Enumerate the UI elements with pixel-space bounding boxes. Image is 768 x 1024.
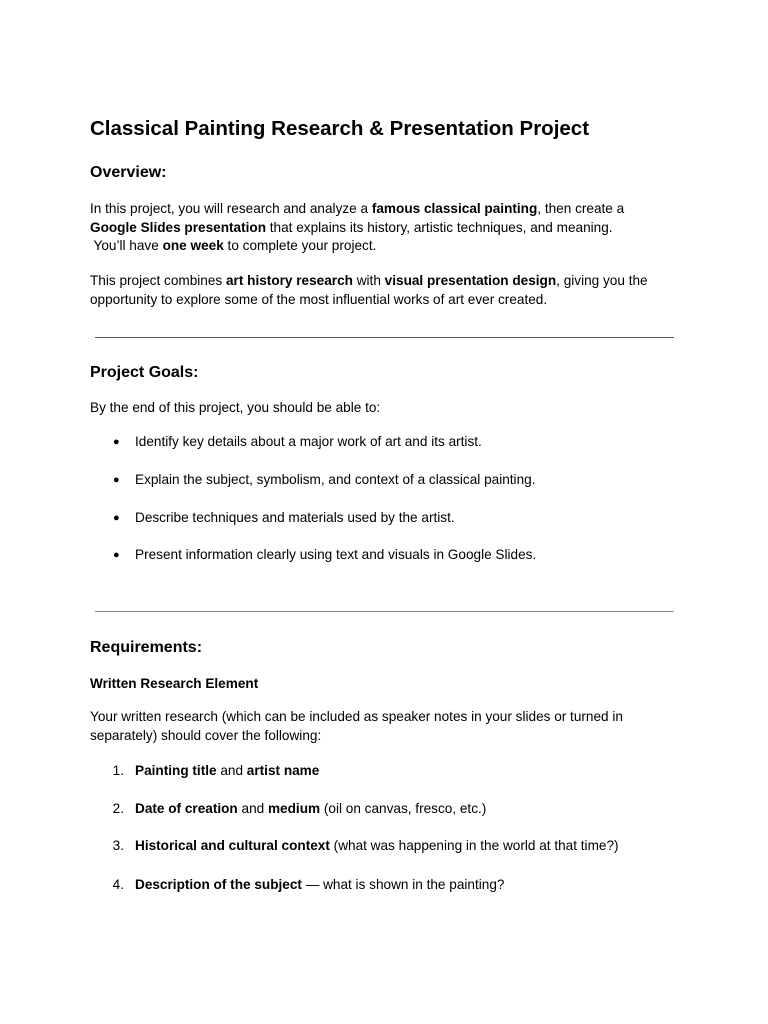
text-run-bold: art history research <box>226 273 353 288</box>
text-run-bold: Description of the subject <box>135 877 302 892</box>
overview-p1-line-1 <box>90 200 690 219</box>
text-run-bold: famous classical painting <box>371 201 538 216</box>
list-number: 4. <box>112 877 124 892</box>
overview-p2-line-1 <box>90 272 690 291</box>
requirement-text <box>135 800 486 818</box>
text-run: and <box>216 763 247 778</box>
text-run: , giving you the <box>556 273 648 288</box>
overview-p1-line-3 <box>90 237 690 256</box>
list-number: 3. <box>112 838 124 853</box>
bullet-icon: ● <box>113 512 120 524</box>
text-run: This project combines <box>90 273 226 288</box>
bullet-icon: ● <box>113 436 120 448</box>
text-run: (oil on canvas, fresco, etc.) <box>320 801 487 816</box>
horizontal-divider <box>95 611 674 612</box>
goal-text: Identify key details about a major work of art and its artist. <box>135 434 482 449</box>
bullet-icon: ● <box>113 549 120 561</box>
project-goals-heading: Project Goals: <box>90 364 199 381</box>
overview-paragraph-2 <box>90 272 690 309</box>
requirement-text <box>135 876 504 894</box>
requirement-text <box>135 837 619 855</box>
text-run-bold: visual presentation design <box>384 273 557 288</box>
requirements-intro-line-2: separately) should cover the following: <box>90 727 322 743</box>
text-run: — what is shown in the painting? <box>301 877 505 892</box>
text-run: You’ll have <box>90 238 163 253</box>
horizontal-divider <box>95 337 674 338</box>
text-run: with <box>352 273 385 288</box>
goal-text: Describe techniques and materials used by the artist. <box>135 510 455 525</box>
goals-intro: By the end of this project, you should be able to: <box>90 400 381 415</box>
text-run-bold: Painting title <box>135 763 217 778</box>
requirements-intro-line-1: Your written research (which can be included as speaker notes in your slides or turned in <box>90 709 623 724</box>
written-research-subheading: Written Research Element <box>90 676 259 691</box>
overview-heading: Overview: <box>90 164 167 181</box>
overview-p1-line-2 <box>90 219 690 238</box>
text-run-bold: artist name <box>246 763 320 778</box>
text-run: that explains its history, artistic techniques, and meaning. <box>266 219 613 235</box>
overview-paragraph-1 <box>90 200 690 256</box>
text-run-bold: Historical and cultural context <box>135 838 330 853</box>
requirements-heading: Requirements: <box>90 639 203 656</box>
text-run-bold: Date of creation <box>135 801 238 816</box>
text-run-bold: medium <box>267 801 321 816</box>
document-title: Classical Painting Research & Presentation Project <box>90 117 590 140</box>
text-run: and <box>237 801 268 816</box>
text-run-bold: Google Slides presentation <box>90 219 266 235</box>
text-run: , then create a <box>537 201 625 216</box>
text-run: (what was happening in the world at that time?) <box>329 838 619 853</box>
list-number: 2. <box>112 801 124 816</box>
requirements-intro <box>90 708 690 745</box>
overview-p2-line-2: opportunity to explore some of the most influential works of art ever created. <box>90 291 548 307</box>
bullet-icon: ● <box>113 474 120 486</box>
list-number: 1. <box>112 763 124 778</box>
text-run: In this project, you will research and analyze a <box>90 201 372 216</box>
requirement-text <box>135 762 319 780</box>
text-run-bold: one week <box>162 238 224 253</box>
goal-text: Present information clearly using text and visuals in Google Slides. <box>135 547 537 562</box>
goal-text: Explain the subject, symbolism, and context of a classical painting. <box>135 472 536 487</box>
text-run: to complete your project. <box>223 238 377 253</box>
